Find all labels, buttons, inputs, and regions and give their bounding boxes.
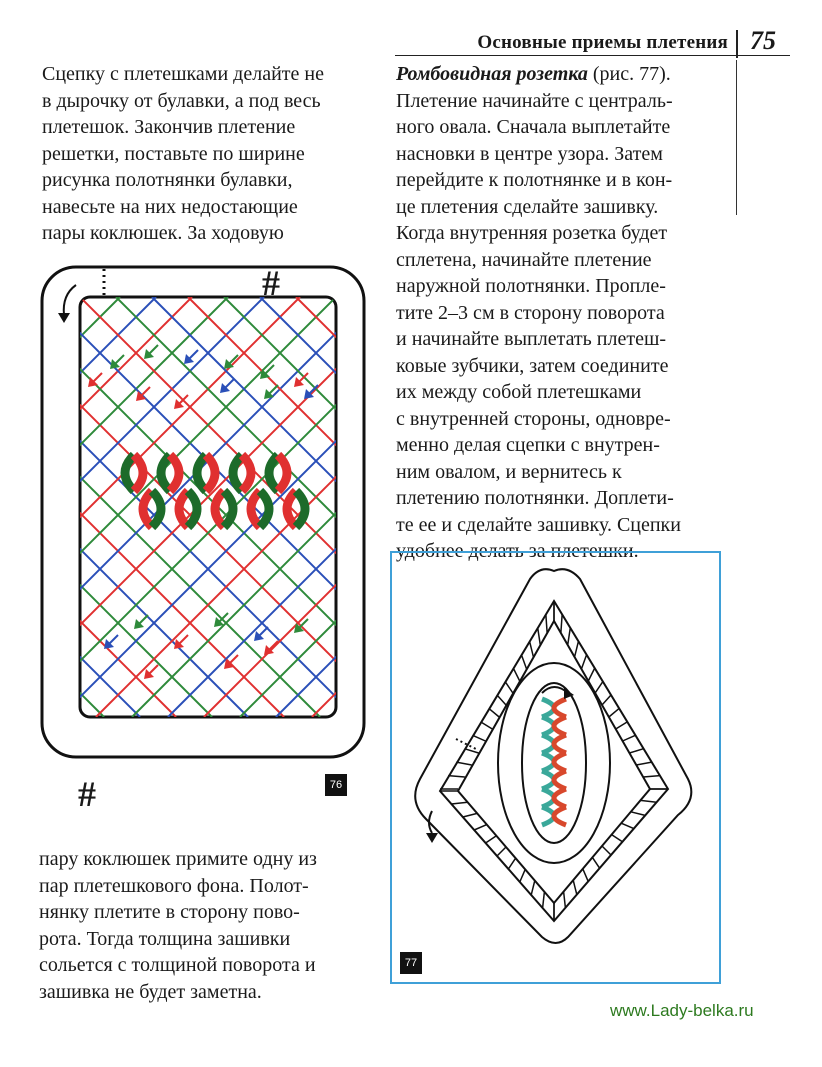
grid-thread — [260, 297, 368, 717]
text-line: навесьте на них недостающие — [42, 195, 298, 218]
text-line: Сцепку с плетешками делайте не — [42, 63, 324, 85]
oval-arc — [161, 455, 170, 491]
text-line: с внутренней стороны, одновре- — [396, 407, 671, 430]
header-divider — [736, 30, 738, 58]
turn-arrow — [64, 285, 76, 315]
oval-arc — [242, 455, 251, 491]
tooth-line — [629, 749, 643, 753]
website-link[interactable]: www.Lady-belka.ru — [610, 1001, 754, 1020]
running-header — [395, 26, 790, 56]
figure-77-rhomboid-rosette — [392, 553, 719, 982]
text-line: Плетение начинайте с централь- — [396, 89, 673, 112]
tooth-line — [474, 825, 487, 830]
oval-arc — [260, 491, 269, 527]
tooth-line — [463, 813, 477, 817]
oval-arc — [224, 491, 233, 527]
text-line: ним овалом, и вернитесь к — [396, 460, 622, 483]
tooth-line — [609, 708, 619, 717]
tooth-line — [616, 722, 628, 729]
section-heading: Ромбовидная розетка — [396, 63, 588, 85]
tooth-line — [595, 682, 603, 693]
diagonal-grid — [38, 297, 368, 717]
hash-icon: # — [262, 263, 280, 303]
grid-thread — [38, 297, 368, 717]
text-line: сольется с толщиной поворота и — [39, 954, 316, 976]
grid-thread — [38, 297, 156, 717]
oval-arc — [197, 455, 206, 491]
tooth-line — [530, 641, 534, 657]
text-line: це плетения сделайте зашивку. — [396, 195, 659, 218]
text-line: удобнее делать за плетешки. — [396, 540, 639, 562]
figure-label-76: 76 — [325, 774, 347, 796]
text-line: Когда внутренняя розетка будет — [396, 222, 668, 244]
oval-arc — [296, 491, 305, 527]
oval-arc — [188, 491, 197, 527]
text-line: те ее и сделайте зашивку. Сцепки — [396, 513, 681, 536]
oval-arc — [152, 491, 161, 527]
tooth-line — [561, 614, 562, 633]
grid-thread — [38, 297, 84, 717]
grid-thread — [38, 297, 300, 717]
grid-thread — [312, 297, 368, 717]
tooth-line — [621, 823, 634, 828]
side-arrow-head — [426, 833, 438, 843]
text-line: плетению полотнянки. Доплети- — [396, 487, 674, 509]
tooth-line — [623, 735, 636, 741]
tooth-line — [464, 749, 478, 753]
tooth-line — [486, 836, 497, 843]
tooth-line — [612, 835, 623, 842]
tooth-line — [521, 655, 526, 669]
turn-arrow-head — [58, 313, 70, 323]
hash-icon: # — [78, 774, 96, 814]
text-line: рота. Тогда толщина зашивки — [39, 927, 291, 950]
tooth-line — [602, 846, 611, 855]
tooth-line — [573, 880, 577, 894]
text-line: наружной полотнянки. Пропле- — [396, 275, 666, 297]
grid-thread — [38, 297, 192, 717]
text-line: ковые зубчики, затем соедините — [396, 354, 669, 377]
text-line: менно делая сцепки с внутрен- — [396, 434, 660, 456]
tooth-line — [456, 762, 471, 765]
tooth-line — [640, 800, 656, 802]
tooth-line — [481, 722, 493, 729]
tooth-line — [497, 695, 506, 705]
side-arrow — [429, 811, 432, 833]
oval-arc — [143, 491, 152, 527]
oval-arc — [206, 455, 215, 491]
text-line: насновки в центре узора. Затем — [396, 142, 663, 165]
tooth-line — [631, 812, 645, 816]
text-line: их между собой плетешками — [396, 381, 642, 403]
tooth-line — [543, 892, 545, 908]
chapter-title: Основные приемы плетения — [477, 32, 728, 53]
outer-frame — [42, 263, 364, 757]
text-line: перейдите к полотнянке и в кон- — [396, 169, 673, 191]
paragraph-right-top — [396, 61, 681, 565]
text-line-lead — [396, 61, 681, 88]
oval-arc — [269, 455, 278, 491]
tooth-line — [575, 641, 579, 657]
tooth-line — [538, 628, 541, 645]
oval-arc — [287, 491, 296, 527]
figure-label-77: 77 — [400, 952, 422, 974]
tooth-line — [588, 668, 594, 681]
header-rule — [395, 55, 790, 56]
tooth-line — [581, 655, 586, 669]
tooth-line — [546, 614, 547, 633]
text-line: нянку плетите в сторону пово- — [39, 901, 300, 923]
tooth-line — [531, 881, 535, 895]
text-line: тите 2–3 см в сторону поворота — [396, 301, 665, 324]
tooth-line — [520, 869, 525, 882]
paragraph-left-top — [42, 61, 324, 247]
tooth-line — [508, 858, 515, 869]
tooth-line — [505, 682, 513, 693]
tooth-line — [602, 695, 611, 705]
text-line: в дырочку от булавки, а под весь — [42, 89, 321, 112]
oval-arc — [233, 455, 242, 491]
tooth-line — [489, 708, 499, 717]
tooth-line — [592, 857, 599, 868]
tooth-line — [513, 668, 519, 681]
margin-rule — [736, 60, 737, 215]
text-line: зашивка не будет заметна. — [39, 980, 262, 1003]
text-line: решетки, поставьте по ширине — [42, 142, 305, 165]
tooth-line — [497, 847, 506, 856]
figure-reference: (рис. 77). — [587, 63, 671, 85]
oval-arc — [215, 491, 224, 527]
text-line: пары коклюшек. За ходовую — [42, 222, 284, 244]
oval-arc — [251, 491, 260, 527]
tooth-line — [564, 892, 566, 908]
text-line: и начинайте выплетать плетеш- — [396, 328, 667, 350]
grid-thread — [224, 297, 368, 717]
tooth-line — [643, 776, 660, 777]
text-line: сплетена, начинайте плетение — [396, 248, 652, 271]
oval-arc — [278, 455, 287, 491]
tooth-line — [568, 628, 571, 645]
oval-arc — [170, 455, 179, 491]
tooth-line — [448, 776, 465, 777]
tooth-line — [636, 762, 651, 765]
tooth-line — [583, 869, 588, 882]
tooth-line — [473, 735, 486, 741]
oval-arc — [125, 455, 134, 491]
tooth-line — [451, 802, 467, 804]
text-line: пару коклюшек примите одну из — [39, 848, 317, 870]
figure-76-lace-grid — [38, 255, 368, 775]
paragraph-left-bottom — [39, 846, 317, 1005]
text-line: пар плетешкового фона. Полот- — [39, 874, 309, 897]
page-number: 75 — [750, 26, 776, 55]
oval-arc — [179, 491, 188, 527]
text-line: рисунка полотнянки булавки, — [42, 169, 293, 191]
text-line: плетешок. Закончив плетение — [42, 116, 296, 138]
text-line: ного овала. Сначала выплетайте — [396, 116, 671, 138]
oval-arc — [134, 455, 143, 491]
